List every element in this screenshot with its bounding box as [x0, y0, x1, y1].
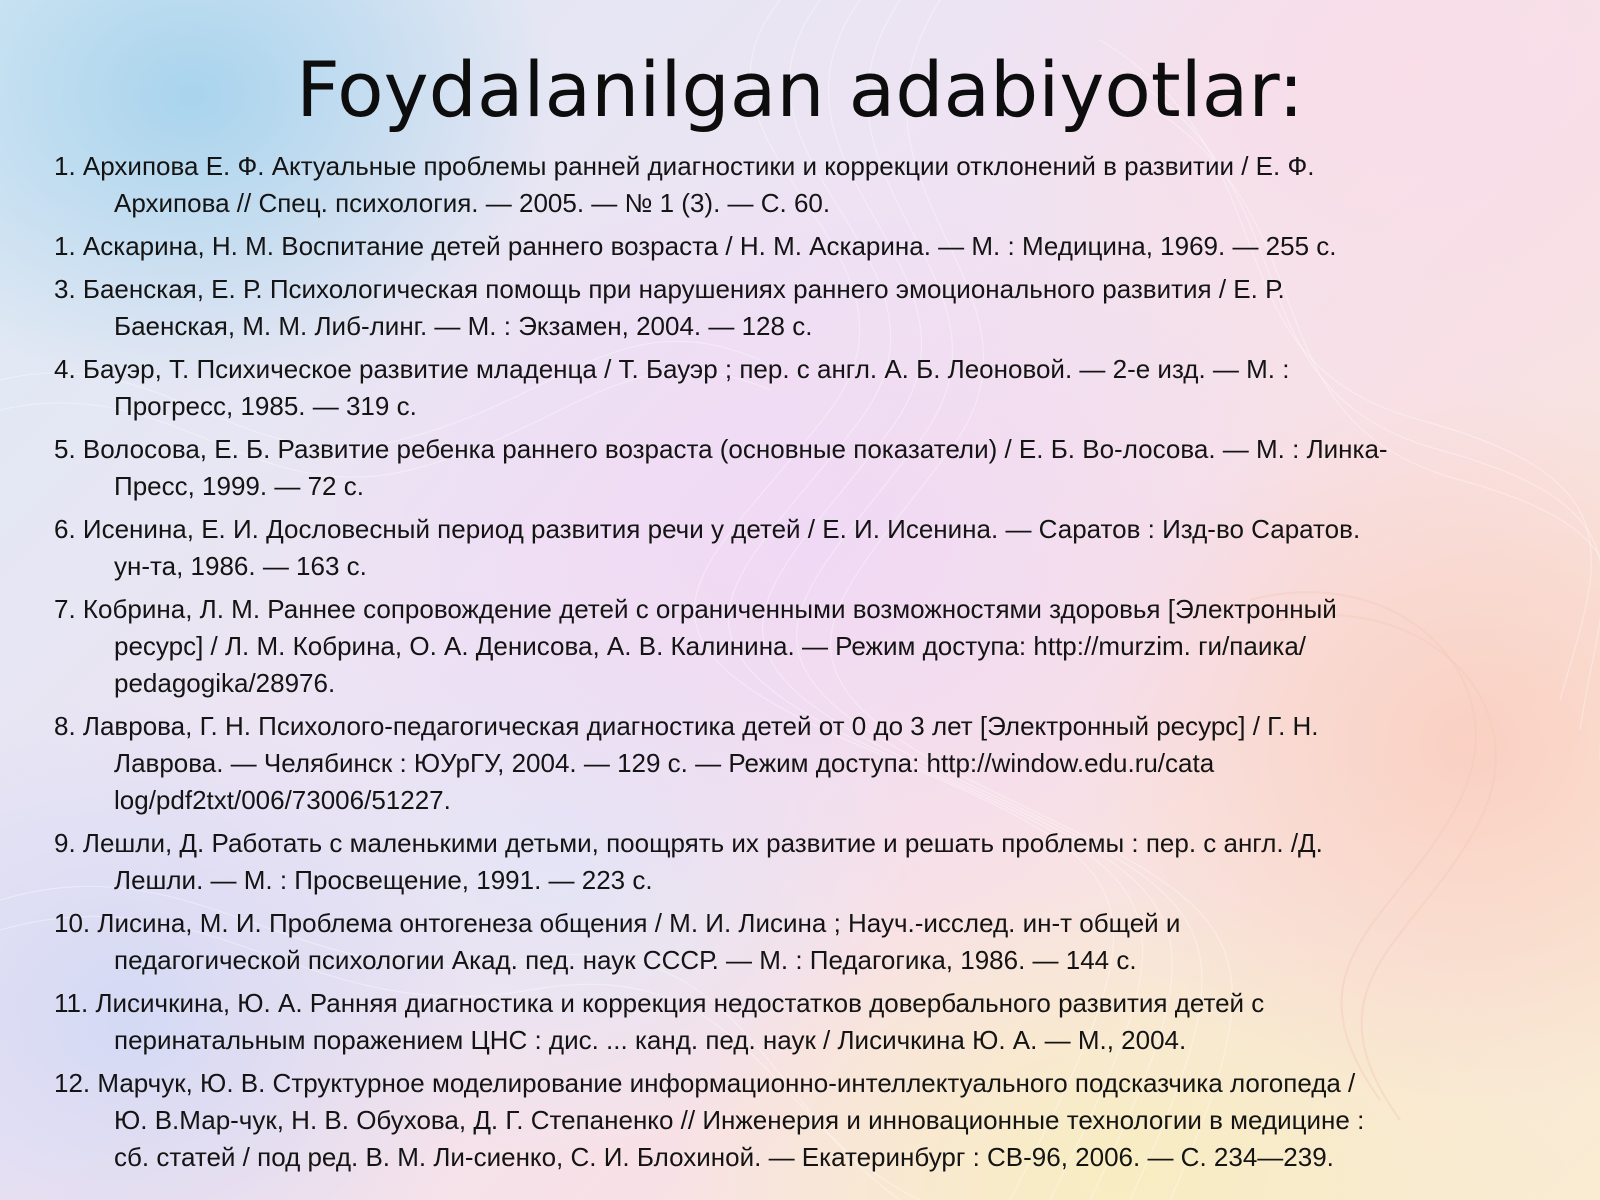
reference-line-first: Бауэр, Т. Психическое развитие младенца / Т. Бауэр ; пер. с англ. А. Б. Леоновой. — 2-е изд. — М. :: [75, 354, 1290, 384]
reference-text: [54, 151, 1554, 222]
reference-number: 7.: [54, 594, 76, 624]
reference-line-continued: педагогической психологии Акад. пед. наук СССР. — М. : Педагогика, 1986. — 144 с.: [114, 945, 1137, 975]
reference-line-continued: Прогресс, 1985. — 319 с.: [114, 391, 417, 421]
reference-line-first: Лешли, Д. Работать с маленькими детьми, поощрять их развитие и решать проблемы : пер. с англ. /Д.: [75, 828, 1323, 858]
reference-number: 8.: [54, 711, 76, 741]
reference-line-first: Баенская, Е. Р. Психологическая помощь при нарушениях раннего эмоционального развития / Е. Р.: [75, 274, 1285, 304]
reference-item: [54, 271, 1554, 345]
reference-number: 10.: [54, 908, 91, 938]
reference-item: [54, 985, 1554, 1059]
reference-item: [54, 825, 1554, 899]
reference-text: [54, 514, 1554, 585]
reference-number: 6.: [54, 514, 76, 544]
reference-line-continued: сб. статей / под ред. В. М. Ли-сиенко, С. И. Блохиной. — Екатеринбург : СВ-96, 2006. — С. 234—239.: [114, 1142, 1334, 1172]
reference-line-first: Исенина, Е. И. Дословесный период развития речи у детей / Е. И. Исенина. — Саратов : Изд-во Саратов.: [75, 514, 1361, 544]
reference-number: 1.: [54, 231, 76, 261]
reference-number: 3.: [54, 274, 76, 304]
reference-item: [54, 228, 1554, 265]
reference-number: 11.: [54, 988, 89, 1018]
reference-line-continued: Архипова // Спец. психология. — 2005. — № 1 (3). — С. 60.: [114, 188, 831, 218]
reference-item: [54, 905, 1554, 979]
reference-text: [54, 828, 1554, 899]
reference-text: [54, 354, 1554, 425]
reference-item: [54, 351, 1554, 425]
reference-line-continued: ресурс] / Л. М. Кобрина, О. А. Денисова, А. В. Калинина. — Режим доступа: http://murzim. ги/паика/: [114, 631, 1307, 661]
reference-line-first: Кобрина, Л. М. Раннее сопровождение детей с ограниченными возможностями здоровья [Электронный: [75, 594, 1337, 624]
reference-item: [54, 148, 1554, 222]
reference-number: 12.: [54, 1068, 91, 1098]
reference-list: [54, 148, 1554, 1182]
reference-line-continued: Лешли. — М. : Просвещение, 1991. — 223 с.: [114, 865, 653, 895]
reference-line-continued: ун-та, 1986. — 163 с.: [114, 551, 367, 581]
reference-item: [54, 591, 1554, 702]
reference-text: [76, 231, 1337, 261]
reference-item: [54, 511, 1554, 585]
reference-line-first: Марчук, Ю. В. Структурное моделирование информационно-интеллектуального подсказчика логопеда /: [90, 1068, 1356, 1098]
reference-item: [54, 708, 1554, 819]
reference-text: [54, 711, 1554, 819]
reference-line-continued: Пресс, 1999. — 72 с.: [114, 471, 364, 501]
reference-text: [54, 1068, 1554, 1176]
reference-item: [54, 431, 1554, 505]
reference-line-first: Лисичкина, Ю. А. Ранняя диагностика и коррекция недостатков довербального развития детей с: [88, 988, 1265, 1018]
reference-number: 9.: [54, 828, 76, 858]
reference-line-continued: перинатальным поражением ЦНС : дис. ... канд. пед. наук / Лисичкина Ю. А. — М., 2004.: [114, 1025, 1187, 1055]
reference-text: [54, 274, 1554, 345]
reference-line-first: Аскарина, Н. М. Воспитание детей раннего возраста / Н. М. Аскарина. — М. : Медицина, 1969. — 255 с.: [75, 231, 1337, 261]
reference-text: [54, 988, 1554, 1059]
reference-number: 5.: [54, 434, 76, 464]
reference-text: [54, 594, 1554, 702]
reference-line-first: Лисина, М. И. Проблема онтогенеза общения / М. И. Лисина ; Науч.-исслед. ин-т общей и: [90, 908, 1181, 938]
reference-number: 1.: [54, 151, 76, 181]
slide-title: Foydalanilgan adabiyotlar:: [296, 45, 1304, 134]
reference-number: 4.: [54, 354, 76, 384]
reference-line-continued: log/pdf2txt/006/73006/51227.: [114, 785, 451, 815]
reference-item: [54, 1065, 1554, 1176]
reference-line-first: Лаврова, Г. Н. Психолого-педагогическая диагностика детей от 0 до 3 лет [Электронный ресурс] / Г. Н.: [75, 711, 1319, 741]
reference-text: [54, 434, 1554, 505]
reference-text: [54, 908, 1554, 979]
reference-line-continued: pedagogika/28976.: [114, 668, 336, 698]
reference-line-continued: Ю. В.Мар-чук, Н. В. Обухова, Д. Г. Степаненко // Инженерия и инновационные технологии в медицине :: [114, 1105, 1365, 1135]
reference-line-continued: Лаврова. — Челябинск : ЮУрГУ, 2004. — 129 с. — Режим доступа: http://window.edu.ru/cata: [114, 748, 1215, 778]
reference-line-first: Волосова, Е. Б. Развитие ребенка раннего возраста (основные показатели) / Е. Б. Во-лосова. — М. : Линка-: [75, 434, 1388, 464]
reference-line-continued: Баенская, М. М. Либ-линг. — М. : Экзамен, 2004. — 128 с.: [114, 311, 813, 341]
reference-line-first: Архипова Е. Ф. Актуальные проблемы ранней диагностики и коррекции отклонений в развитии / Е. Ф.: [75, 151, 1315, 181]
